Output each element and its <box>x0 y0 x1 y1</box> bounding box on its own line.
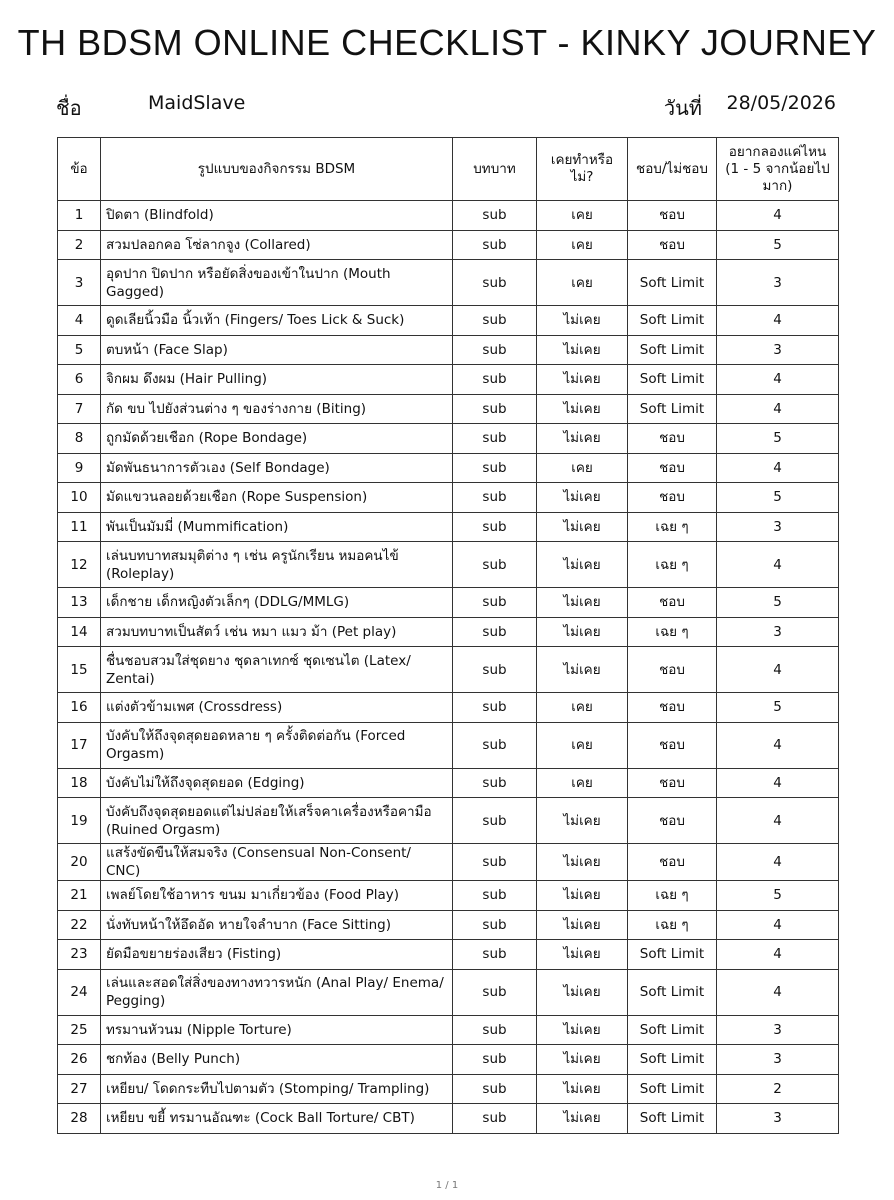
row-role: sub <box>453 542 537 588</box>
row-number: 16 <box>58 693 101 723</box>
row-preference: ชอบ <box>628 588 717 618</box>
row-experience: ไม่เคย <box>537 365 628 395</box>
row-preference: Soft Limit <box>628 940 717 970</box>
table-row <box>58 230 839 260</box>
row-role: sub <box>453 512 537 542</box>
table-row <box>58 453 839 483</box>
row-role: sub <box>453 693 537 723</box>
row-experience: เคย <box>537 201 628 231</box>
row-preference: Soft Limit <box>628 969 717 1015</box>
row-preference: Soft Limit <box>628 1045 717 1075</box>
row-interest-level: 4 <box>717 542 839 588</box>
row-interest-level: 4 <box>717 844 839 881</box>
row-preference: Soft Limit <box>628 1015 717 1045</box>
table-row <box>58 424 839 454</box>
row-interest-level: 4 <box>717 768 839 798</box>
header-num: ข้อ <box>58 138 101 201</box>
table-row <box>58 798 839 844</box>
row-experience: เคย <box>537 768 628 798</box>
row-number: 18 <box>58 768 101 798</box>
header-role: บทบาท <box>453 138 537 201</box>
row-number: 23 <box>58 940 101 970</box>
table-row <box>58 365 839 395</box>
row-activity: เพลย์โดยใช้อาหาร ขนม มาเกี่ยวข้อง (Food Play) <box>101 881 453 911</box>
row-activity: ตบหน้า (Face Slap) <box>101 335 453 365</box>
row-activity: แสร้งขัดขืนให้สมจริง (Consensual Non-Consent/ CNC) <box>101 844 453 881</box>
table-row <box>58 693 839 723</box>
row-experience: ไม่เคย <box>537 798 628 844</box>
row-experience: เคย <box>537 230 628 260</box>
row-role: sub <box>453 424 537 454</box>
row-interest-level: 2 <box>717 1074 839 1104</box>
row-experience: ไม่เคย <box>537 306 628 336</box>
row-role: sub <box>453 768 537 798</box>
row-role: sub <box>453 394 537 424</box>
row-preference: ชอบ <box>628 424 717 454</box>
row-activity: พันเป็นมัมมี่ (Mummification) <box>101 512 453 542</box>
table-row <box>58 588 839 618</box>
row-experience: ไม่เคย <box>537 910 628 940</box>
row-interest-level: 5 <box>717 424 839 454</box>
row-number: 22 <box>58 910 101 940</box>
row-role: sub <box>453 910 537 940</box>
table-row <box>58 844 839 881</box>
table-row <box>58 394 839 424</box>
table-row <box>58 335 839 365</box>
row-activity: เล่นและสอดใส่สิ่งของทางทวารหนัก (Anal Play/ Enema/ Pegging) <box>101 969 453 1015</box>
row-experience: ไม่เคย <box>537 940 628 970</box>
row-interest-level: 4 <box>717 969 839 1015</box>
row-preference: เฉย ๆ <box>628 881 717 911</box>
row-number: 8 <box>58 424 101 454</box>
row-role: sub <box>453 365 537 395</box>
row-role: sub <box>453 1045 537 1075</box>
row-number: 12 <box>58 542 101 588</box>
row-interest-level: 5 <box>717 588 839 618</box>
table-row <box>58 1104 839 1134</box>
row-number: 13 <box>58 588 101 618</box>
table-header-row <box>58 138 839 201</box>
row-experience: ไม่เคย <box>537 1104 628 1134</box>
row-interest-level: 3 <box>717 1104 839 1134</box>
row-interest-level: 5 <box>717 230 839 260</box>
row-activity: บังคับไม่ให้ถึงจุดสุดยอด (Edging) <box>101 768 453 798</box>
header-activity: รูปแบบของกิจกรรม BDSM <box>101 138 453 201</box>
row-interest-level: 3 <box>717 260 839 306</box>
row-role: sub <box>453 1074 537 1104</box>
table-row <box>58 722 839 768</box>
row-interest-level: 4 <box>717 798 839 844</box>
row-experience: ไม่เคย <box>537 1074 628 1104</box>
row-activity: ยัดมือขยายร่องเสียว (Fisting) <box>101 940 453 970</box>
table-row <box>58 1074 839 1104</box>
page-number: 1 / 1 <box>435 1180 459 1191</box>
row-experience: เคย <box>537 722 628 768</box>
row-role: sub <box>453 844 537 881</box>
row-preference: ชอบ <box>628 722 717 768</box>
row-experience: ไม่เคย <box>537 844 628 881</box>
name-label: ชื่อ <box>56 96 82 120</box>
row-interest-level: 5 <box>717 693 839 723</box>
row-number: 1 <box>58 201 101 231</box>
table-row <box>58 940 839 970</box>
row-role: sub <box>453 617 537 647</box>
row-activity: ปิดตา (Blindfold) <box>101 201 453 231</box>
row-role: sub <box>453 647 537 693</box>
table-row <box>58 969 839 1015</box>
row-number: 9 <box>58 453 101 483</box>
row-number: 15 <box>58 647 101 693</box>
row-activity: เด็กชาย เด็กหญิงตัวเล็กๆ (DDLG/MMLG) <box>101 588 453 618</box>
table-row <box>58 512 839 542</box>
row-preference: ชอบ <box>628 693 717 723</box>
row-experience: ไม่เคย <box>537 588 628 618</box>
table-row <box>58 910 839 940</box>
row-activity: เล่นบทบาทสมมุติต่าง ๆ เช่น ครูนักเรียน หมอคนไข้ (Roleplay) <box>101 542 453 588</box>
row-number: 28 <box>58 1104 101 1134</box>
row-preference: ชอบ <box>628 844 717 881</box>
row-role: sub <box>453 201 537 231</box>
row-activity: เหยียบ ขยี้ ทรมานอัณฑะ (Cock Ball Torture/ CBT) <box>101 1104 453 1134</box>
row-role: sub <box>453 453 537 483</box>
table-row <box>58 647 839 693</box>
row-number: 2 <box>58 230 101 260</box>
row-activity: ดูดเลียนิ้วมือ นิ้วเท้า (Fingers/ Toes Lick & Suck) <box>101 306 453 336</box>
row-activity: จิกผม ดึงผม (Hair Pulling) <box>101 365 453 395</box>
row-preference: ชอบ <box>628 230 717 260</box>
row-preference: ชอบ <box>628 453 717 483</box>
row-interest-level: 3 <box>717 617 839 647</box>
row-experience: ไม่เคย <box>537 424 628 454</box>
row-number: 20 <box>58 844 101 881</box>
table-row <box>58 881 839 911</box>
row-preference: เฉย ๆ <box>628 512 717 542</box>
row-interest-level: 4 <box>717 910 839 940</box>
row-role: sub <box>453 722 537 768</box>
row-preference: Soft Limit <box>628 260 717 306</box>
row-experience: ไม่เคย <box>537 512 628 542</box>
row-activity: สวมปลอกคอ โซ่ลากจูง (Collared) <box>101 230 453 260</box>
row-preference: Soft Limit <box>628 335 717 365</box>
row-role: sub <box>453 260 537 306</box>
row-role: sub <box>453 940 537 970</box>
row-activity: ชกท้อง (Belly Punch) <box>101 1045 453 1075</box>
row-experience: ไม่เคย <box>537 542 628 588</box>
row-number: 3 <box>58 260 101 306</box>
row-number: 26 <box>58 1045 101 1075</box>
row-activity: มัดแขวนลอยด้วยเชือก (Rope Suspension) <box>101 483 453 513</box>
row-interest-level: 4 <box>717 940 839 970</box>
row-activity: กัด ขบ ไปยังส่วนต่าง ๆ ของร่างกาย (Biting) <box>101 394 453 424</box>
row-interest-level: 5 <box>717 881 839 911</box>
row-number: 19 <box>58 798 101 844</box>
row-activity: บังคับให้ถึงจุดสุดยอดหลาย ๆ ครั้งติดต่อกัน (Forced Orgasm) <box>101 722 453 768</box>
row-number: 10 <box>58 483 101 513</box>
date-value: 28/05/2026 <box>726 92 836 114</box>
row-experience: เคย <box>537 453 628 483</box>
row-number: 17 <box>58 722 101 768</box>
row-experience: ไม่เคย <box>537 1015 628 1045</box>
row-role: sub <box>453 335 537 365</box>
checklist-table <box>57 137 839 1134</box>
row-activity: มัดพันธนาการตัวเอง (Self Bondage) <box>101 453 453 483</box>
table-row <box>58 617 839 647</box>
row-preference: Soft Limit <box>628 306 717 336</box>
row-role: sub <box>453 798 537 844</box>
row-preference: Soft Limit <box>628 1104 717 1134</box>
row-preference: Soft Limit <box>628 365 717 395</box>
row-role: sub <box>453 483 537 513</box>
header-level: อยากลองแค่ไหน (1 - 5 จากน้อยไปมาก) <box>717 138 839 201</box>
row-preference: ชอบ <box>628 483 717 513</box>
row-activity: สวมบทบาทเป็นสัตว์ เช่น หมา แมว ม้า (Pet play) <box>101 617 453 647</box>
row-preference: Soft Limit <box>628 394 717 424</box>
row-number: 25 <box>58 1015 101 1045</box>
row-number: 24 <box>58 969 101 1015</box>
row-experience: ไม่เคย <box>537 969 628 1015</box>
row-activity: ถูกมัดด้วยเชือก (Rope Bondage) <box>101 424 453 454</box>
table-row <box>58 768 839 798</box>
document-title: TH BDSM ONLINE CHECKLIST - KINKY JOURNEY <box>17 22 877 63</box>
row-preference: เฉย ๆ <box>628 910 717 940</box>
header-done: เคยทำหรือไม่? <box>537 138 628 201</box>
row-interest-level: 3 <box>717 335 839 365</box>
header-like: ชอบ/ไม่ชอบ <box>628 138 717 201</box>
row-experience: ไม่เคย <box>537 1045 628 1075</box>
row-number: 21 <box>58 881 101 911</box>
row-interest-level: 3 <box>717 1015 839 1045</box>
row-activity: เหยียบ/ โดดกระทืบไปตามตัว (Stomping/ Trampling) <box>101 1074 453 1104</box>
table-row <box>58 542 839 588</box>
row-activity: บังคับถึงจุดสุดยอดแต่ไม่ปล่อยให้เสร็จคาเครื่องหรือคามือ (Ruined Orgasm) <box>101 798 453 844</box>
row-experience: ไม่เคย <box>537 881 628 911</box>
row-interest-level: 4 <box>717 306 839 336</box>
table-row <box>58 306 839 336</box>
row-activity: อุดปาก ปิดปาก หรือยัดสิ่งของเข้าในปาก (Mouth Gagged) <box>101 260 453 306</box>
row-role: sub <box>453 881 537 911</box>
table-row <box>58 201 839 231</box>
row-number: 14 <box>58 617 101 647</box>
date-label: วันที่ <box>663 96 702 120</box>
row-interest-level: 4 <box>717 365 839 395</box>
row-number: 11 <box>58 512 101 542</box>
row-role: sub <box>453 306 537 336</box>
row-experience: ไม่เคย <box>537 617 628 647</box>
row-interest-level: 4 <box>717 394 839 424</box>
meta-row <box>56 92 838 122</box>
row-interest-level: 3 <box>717 1045 839 1075</box>
row-experience: เคย <box>537 260 628 306</box>
row-activity: ทรมานหัวนม (Nipple Torture) <box>101 1015 453 1045</box>
row-preference: ชอบ <box>628 768 717 798</box>
row-experience: ไม่เคย <box>537 335 628 365</box>
row-experience: ไม่เคย <box>537 483 628 513</box>
row-number: 5 <box>58 335 101 365</box>
table-row <box>58 483 839 513</box>
table-body <box>58 201 839 1134</box>
table-row <box>58 1045 839 1075</box>
row-role: sub <box>453 588 537 618</box>
row-number: 7 <box>58 394 101 424</box>
row-preference: เฉย ๆ <box>628 617 717 647</box>
table-row <box>58 1015 839 1045</box>
row-activity: ชื่นชอบสวมใส่ชุดยาง ชุดลาเทกซ์ ชุดเซนไต (Latex/ Zentai) <box>101 647 453 693</box>
row-interest-level: 4 <box>717 647 839 693</box>
row-preference: ชอบ <box>628 201 717 231</box>
row-number: 6 <box>58 365 101 395</box>
name-value: MaidSlave <box>148 92 246 114</box>
row-interest-level: 5 <box>717 483 839 513</box>
row-role: sub <box>453 969 537 1015</box>
table-row <box>58 260 839 306</box>
row-number: 4 <box>58 306 101 336</box>
row-preference: ชอบ <box>628 647 717 693</box>
row-preference: Soft Limit <box>628 1074 717 1104</box>
row-experience: เคย <box>537 693 628 723</box>
row-role: sub <box>453 1104 537 1134</box>
row-role: sub <box>453 1015 537 1045</box>
row-activity: นั่งทับหน้าให้อึดอัด หายใจลำบาก (Face Sitting) <box>101 910 453 940</box>
row-interest-level: 3 <box>717 512 839 542</box>
row-experience: ไม่เคย <box>537 647 628 693</box>
row-activity: แต่งตัวข้ามเพศ (Crossdress) <box>101 693 453 723</box>
row-interest-level: 4 <box>717 201 839 231</box>
row-interest-level: 4 <box>717 453 839 483</box>
row-number: 27 <box>58 1074 101 1104</box>
row-experience: ไม่เคย <box>537 394 628 424</box>
row-interest-level: 4 <box>717 722 839 768</box>
row-preference: ชอบ <box>628 798 717 844</box>
row-role: sub <box>453 230 537 260</box>
row-preference: เฉย ๆ <box>628 542 717 588</box>
